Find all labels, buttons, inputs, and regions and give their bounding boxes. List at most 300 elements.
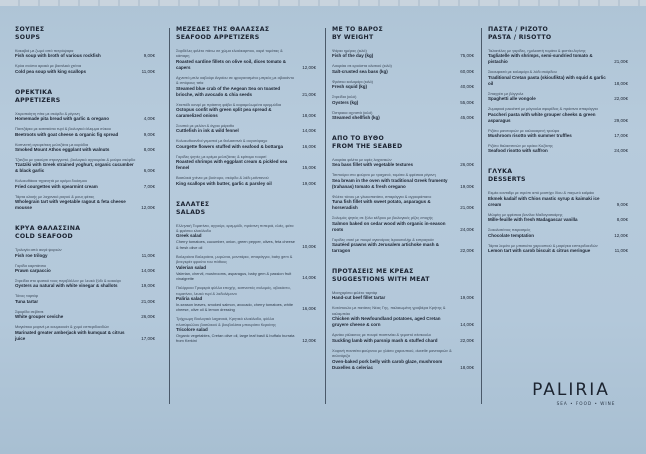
dish-name-english: Cold pea soup with king scallops xyxy=(15,68,87,74)
section-title xyxy=(332,26,474,42)
dish-name-greek: Μοσχαρίσιο φιλέτο ταρτάρ xyxy=(332,290,378,296)
menu-item-text xyxy=(176,138,302,149)
menu-column-1 xyxy=(15,26,155,356)
menu-item-text xyxy=(15,263,141,274)
menu-item xyxy=(488,227,628,238)
dish-name-english: Fish soup with broth of various rockfish xyxy=(15,53,101,59)
dish-name-greek: Τσιπούρα στο φούρνο με τραχανά, τομάτα & φρέσκια ρίγανη xyxy=(332,172,436,178)
dish-name-english: Octopus confit with green split pea spread & caramelized onions xyxy=(176,107,272,119)
menu-item-text xyxy=(488,143,614,154)
menu-item xyxy=(15,157,155,174)
dish-name-english: Cuttlefish in ink & wild fennel xyxy=(176,128,239,134)
section-title xyxy=(176,26,316,42)
dish-price: 14,00€ xyxy=(302,128,316,134)
menu-item xyxy=(15,247,155,258)
dish-description: Cherry tomatoes, cucumber, onion, green pepper, olives, feta cheese & fresh olive oil xyxy=(176,239,295,250)
dish-name-english: Chocolate temptation xyxy=(488,232,535,238)
menu-top-edge xyxy=(0,0,646,6)
dish-name-english: Suckling lamb with parsnip mash & stuffed chard xyxy=(332,337,438,343)
dish-name-greek: Τριλογία από αυγά ψαριών xyxy=(15,247,62,253)
section-title-greek: ΣΑΛΑΤΕΣ xyxy=(176,200,210,208)
dish-price: 12,00€ xyxy=(302,64,316,70)
menu-item-text xyxy=(176,123,302,134)
dish-name-greek: Τόνος ταρτάρ xyxy=(15,293,39,299)
menu-item-text xyxy=(176,154,302,171)
dish-name-english: King scallops with butter, garlic & parsley oil xyxy=(176,180,272,186)
dish-price: 55,00€ xyxy=(460,99,474,105)
menu-item-text xyxy=(332,79,460,90)
section-title-greek: ΓΛΥΚΑ xyxy=(488,168,513,176)
menu-item xyxy=(332,305,474,328)
section-title-english: BY WEIGHT xyxy=(332,34,374,41)
menu-item-text xyxy=(488,106,614,123)
dish-name-greek: Σολομός ψητός σε ξύλο κέδρου με βιολογικές ρίζες εποχής xyxy=(332,215,433,221)
dish-price: 11,00€ xyxy=(614,248,628,254)
section-title-english: SUGGESTIONS WITH MEAT xyxy=(332,276,430,284)
dish-name-english: Spaghetti alle vongole xyxy=(488,96,536,102)
dish-name-english: Paliria salad xyxy=(176,295,203,301)
menu-item-text xyxy=(488,190,617,207)
dish-name-greek: Μαγιάτικο μαρινέ με κουμκουάτ & χυμό εσπεριδοειδών xyxy=(15,324,110,330)
dish-name-greek: Αρνάκι γάλακτος με πουρέ παστινάκι & γεμιστό σέσκουλο xyxy=(332,332,431,338)
menu-item-text xyxy=(15,48,144,59)
menu-item-text xyxy=(332,237,460,254)
dish-price: 9,00€ xyxy=(143,53,155,59)
menu-item xyxy=(176,123,316,134)
dish-name-greek: Τάρτα ολικής με λαχανικό ραγού & μους φέτας xyxy=(15,193,95,199)
menu-item-text xyxy=(488,69,614,86)
dish-name-greek: Κακαβιά με ζωμό από πετρόψαρα xyxy=(15,48,74,53)
dish-price: 26,00€ xyxy=(460,162,474,168)
dish-price: 12,00€ xyxy=(614,232,628,238)
menu-item-text xyxy=(15,278,141,289)
brand-name: PALIRIA xyxy=(532,380,610,400)
dish-price: 4,00€ xyxy=(143,116,155,122)
menu-item xyxy=(15,324,155,341)
menu-item-text xyxy=(332,348,460,371)
menu-item xyxy=(15,126,155,137)
menu-item-text xyxy=(176,102,302,119)
menu-item-text xyxy=(332,48,460,59)
section-title xyxy=(488,26,628,42)
dish-name-english: Smoked Mount Athos eggplant with walnuts xyxy=(15,147,110,153)
dish-price: 19,00€ xyxy=(141,283,155,289)
menu-column-2 xyxy=(176,26,316,358)
menu-item xyxy=(332,94,474,105)
dish-price: 6,00€ xyxy=(143,168,155,174)
dish-price: 12,00€ xyxy=(302,337,316,343)
dish-price: 9,00€ xyxy=(616,201,628,207)
dish-name-english: White grouper ceviche xyxy=(15,314,64,320)
dish-price: 40,00€ xyxy=(460,84,474,90)
dish-price: 9,00€ xyxy=(143,131,155,137)
dish-name-english: Salt-crusted sea bass (kg) xyxy=(332,68,388,74)
menu-section xyxy=(15,225,155,341)
dish-name-english: Greek salad xyxy=(176,233,202,239)
dish-name-greek: Λαυράκι σε κρούστα αλατιού (κιλό) xyxy=(332,63,392,69)
menu-item xyxy=(488,190,628,207)
dish-name-greek: Μιλφέιγ με φρέσκια βανίλια Μαδαγασκάρης xyxy=(488,211,563,217)
menu-item-text xyxy=(15,126,144,137)
dish-price: 21,00€ xyxy=(614,59,628,65)
dish-name-english: Tuna tartar xyxy=(15,298,39,304)
dish-name-greek: Φιλέτο τόνου με γλυκοπατάτα, σπαράγγια & αγριοράπανο xyxy=(332,193,432,199)
dish-price: 17,00€ xyxy=(614,133,628,139)
menu-item-text xyxy=(176,75,302,98)
dish-price: 45,00€ xyxy=(460,115,474,121)
menu-item-text xyxy=(15,293,141,304)
menu-item xyxy=(15,263,155,274)
menu-item xyxy=(176,138,316,149)
section-title-greek: ΟΡΕΚΤΙΚΑ xyxy=(15,88,53,96)
menu-item-text xyxy=(176,223,302,250)
dish-price: 14,00€ xyxy=(141,268,155,274)
restaurant-logo xyxy=(512,380,630,406)
dish-description: In-season leaves, smoked salmon, avocado, cherry tomatoes, white cheese, olive oil & lemon dressing xyxy=(176,301,293,313)
dish-price: 29,00€ xyxy=(614,117,628,123)
dish-name-greek: Καπνιστή αγιορείτικη μελιτζάνα με καρύδια xyxy=(15,141,89,147)
dish-name-greek: Σοκολατένιος πειρασμός xyxy=(488,227,531,233)
section-title-english: SALADS xyxy=(176,208,206,216)
menu-item-text xyxy=(488,227,614,238)
menu-item xyxy=(332,348,474,371)
dish-price: 12,00€ xyxy=(141,205,155,211)
menu-section xyxy=(176,201,316,344)
dish-price: 16,00€ xyxy=(302,143,316,149)
menu-item xyxy=(15,178,155,189)
dish-name-english: Wholegrain tart with vegetable ragout & feta cheese mousse xyxy=(15,199,126,211)
menu-item xyxy=(488,143,628,154)
dish-name-english: Tricolore salad xyxy=(176,327,208,333)
dish-name-english: Roasted sardine fillets on olive soil, dices tomato & capers xyxy=(176,58,287,70)
menu-item-text xyxy=(488,212,617,223)
menu-item xyxy=(488,91,628,102)
menu-section xyxy=(332,135,474,254)
dish-name-english: Fresh squid (kg) xyxy=(332,84,368,90)
dish-name-english: Paccheri pasta with white grouper cheeks & green asparagus xyxy=(488,111,596,123)
menu-item-text xyxy=(176,175,302,186)
dish-name-english: Sautéed prawns with Jerusalem artichoke mash & tarragon xyxy=(332,242,440,254)
dish-name-greek: Φρέσκο καλαμάρι (κιλό) xyxy=(332,78,373,84)
section-title-english: COLD SEAFOOD xyxy=(15,233,73,241)
dish-name-greek: Ζυμαρικά paccheri με μάγουλα σφυρίδας & πράσινα σπαράγγια xyxy=(488,106,598,112)
menu-item xyxy=(176,154,316,171)
dish-name-greek: Χταπόδι κονφί με πράσινη φάβα & καραμελωμένα κρεμμύδια xyxy=(176,101,281,107)
dish-price: 19,00€ xyxy=(302,180,316,186)
dish-price: 22,00€ xyxy=(614,96,628,102)
menu-item-text xyxy=(488,243,615,254)
dish-name-english: Seafood risotto with saffron xyxy=(488,148,548,154)
menu-section xyxy=(488,168,628,254)
dish-name-greek: Κρύα σούπα αρακά με βασιλικά χτένια xyxy=(15,63,82,69)
menu-item xyxy=(176,316,316,343)
dish-name-greek: Γαρίδα καρπάτσιο xyxy=(15,262,47,268)
dish-name-english: Salmon baked on cedar wood with organic in-season roots xyxy=(332,220,446,232)
menu-item xyxy=(15,309,155,320)
dish-price: 19,00€ xyxy=(460,295,474,301)
menu-item xyxy=(176,102,316,119)
dish-name-greek: Ελληνική Τοματίνια, αγγούρι, κρεμμύδι, πράσινη πιπεριά, ελιές, φέτα & φρέσκο ελαιόλαδο xyxy=(176,222,294,234)
dish-price: 18,00€ xyxy=(614,80,628,86)
menu-item-text xyxy=(15,324,141,341)
section-title xyxy=(332,268,474,284)
dish-name-greek: Κολοκυθοανθοί γεμιστοί με θαλασσινά & αυγοτάραχο xyxy=(176,138,268,144)
dish-price: 22,00€ xyxy=(460,248,474,254)
menu-item xyxy=(332,48,474,59)
menu-column-4 xyxy=(488,26,628,268)
dish-name-english: Homemade pita bread with garlic & oregano xyxy=(15,116,110,122)
dish-name-greek: Στρείδια (κιλό) xyxy=(332,94,357,100)
dish-name-greek: Βαλεριάνα Βαλεριάνα, μυρώνια, μανιτάρια, σπαράγγια, baby gem & βινεγκρέτ φρούτο του πάθους xyxy=(176,253,293,265)
menu-item xyxy=(332,215,474,232)
dish-name-greek: Σφυρίδα σεβίτσε xyxy=(15,308,44,314)
menu-item xyxy=(176,223,316,250)
menu-item-text xyxy=(15,63,142,74)
dish-name-greek: Ριζότο μανιταριών με καλοκαιρινή τρούφα xyxy=(488,127,560,133)
section-title-english: SEAFOOD APPETIZERS xyxy=(176,34,260,41)
section-title-greek: ΠΑΣΤΑ / ΡΙΖΟΤΟ xyxy=(488,26,549,33)
menu-item-text xyxy=(332,94,460,105)
section-title-greek: ΜΕ ΤΟ ΒΑΡΟΣ xyxy=(332,26,383,33)
dish-name-greek: Βασιλικά χτένια με βούτυρο, σκόρδο & λάδι μαϊντανού xyxy=(176,175,269,181)
menu-item xyxy=(176,48,316,71)
brand-tagline: SEA • FOOD • WINE xyxy=(556,401,616,406)
menu-column-3 xyxy=(332,26,474,385)
menu-item xyxy=(332,194,474,211)
menu-item xyxy=(332,63,474,74)
menu-item xyxy=(332,157,474,168)
dish-name-english: Roasted shrimps with eggplant cream & pickled sea fennel xyxy=(176,159,288,171)
menu-item-text xyxy=(176,316,302,343)
dish-name-greek: Τάρτα λεμόνι με μπισκότο χαρουπιού & μαρέγκα εσπεριδοειδών xyxy=(488,242,598,248)
menu-item-text xyxy=(332,305,460,328)
menu-item xyxy=(176,285,316,312)
menu-item-text xyxy=(332,63,460,74)
dish-name-english: Chicken with Newfoundland potatoes, aged Cretan gruyere cheese & corn xyxy=(332,316,441,328)
menu-section xyxy=(332,268,474,370)
section-title-english: DESSERTS xyxy=(488,176,526,184)
section-title-greek: ΑΠΟ ΤΟ ΒΥΘΟ xyxy=(332,135,385,143)
dish-name-english: Fish roe trilogy xyxy=(15,252,48,258)
dish-name-greek: Γαρίδες ψητές με κρέμα μελιτζάνας & κρίταμο τουρσί xyxy=(176,153,267,159)
dish-name-greek: Παλίρροια Τρυφερά φύλλα εποχής, καπνιστός σολομός, αβοκάντο, τοματίνια, λευκό τυρί & λαδολέμονο xyxy=(176,285,291,296)
column-divider xyxy=(481,28,482,404)
dish-price: 21,00€ xyxy=(141,298,155,304)
dish-name-greek: Ψάρια ημέρας (κιλό) xyxy=(332,48,367,53)
dish-name-english: Fried courgettes with spearmint cream xyxy=(15,183,98,189)
dish-name-english: Steamed blue crab of the Aegean Sea on toasted brioche, with avocado & chia seeds xyxy=(176,85,281,97)
menu-item-text xyxy=(15,178,144,189)
menu-item-text xyxy=(332,110,460,121)
dish-price: 7,00€ xyxy=(143,183,155,189)
dish-price: 8,00€ xyxy=(616,217,628,223)
menu-section xyxy=(15,89,155,211)
dish-name-greek: Κολοκυθάκια τηγανητά με κρέμα δυόσμου xyxy=(15,178,88,184)
menu-item xyxy=(15,63,155,74)
column-divider xyxy=(169,28,170,404)
column-divider xyxy=(325,28,326,404)
dish-name-greek: Σαρδέλες φιλέτο πάνω σε χώμα ελαιόκαρπου, καρέ τομάτας & κάπαρη xyxy=(176,48,283,59)
menu-item-text xyxy=(488,91,614,102)
dish-name-greek: Χοιρινή πανσέτα φούρνου με γλάσο χαρουπιού, duxelle μανιταριών & σελινόριζα xyxy=(332,347,452,359)
dish-name-english: Oysters (kg) xyxy=(332,99,359,105)
dish-name-english: Ekmek kadaif with Chios mastic syrup & kaimaki ice cream xyxy=(488,195,600,207)
section-title xyxy=(332,135,474,151)
section-title xyxy=(15,89,155,105)
menu-item xyxy=(488,48,628,65)
section-title xyxy=(15,225,155,241)
section-title-greek: ΣΟΥΠΕΣ xyxy=(15,26,45,33)
dish-price: 14,00€ xyxy=(302,275,316,281)
menu-item-text xyxy=(15,111,144,122)
dish-price: 17,00€ xyxy=(141,335,155,341)
section-title-english: PASTA / RISOTTO xyxy=(488,34,552,41)
section-title xyxy=(176,201,316,217)
dish-price: 21,00€ xyxy=(302,91,316,97)
dish-name-greek: Τρίχρωμη Βιολογικά λαχανικά, Κρητικό ελαιόλαδο, φύλλα πλατύφυλλου βασιλικού & βουβαλίσια μπουράτα Κερκίνης xyxy=(176,316,277,327)
dish-name-greek: Χειροποίητη πίτα με σκόρδο & ρίγανη xyxy=(15,110,80,116)
menu-item-text xyxy=(332,290,460,301)
dish-name-english: Lemon tart with carob biscuit & citrus meringue xyxy=(488,248,591,254)
dish-name-english: Tagliatelle with shrimps, semi-sundried tomato & pistachio xyxy=(488,53,593,65)
menu-item xyxy=(15,278,155,289)
menu-item-text xyxy=(15,142,144,153)
menu-item xyxy=(332,110,474,121)
menu-item xyxy=(488,243,628,254)
dish-name-greek: Λαυράκι φιλέτο με υφές λαχανικών xyxy=(332,157,392,163)
menu-item xyxy=(15,142,155,153)
dish-price: 16,00€ xyxy=(302,306,316,312)
dish-name-english: Sea bream in the oven with traditional Greek frumenty (trahanas) tomato & fresh oregano xyxy=(332,177,448,189)
dish-price: 15,00€ xyxy=(302,165,316,171)
menu-item xyxy=(488,69,628,86)
menu-item xyxy=(176,254,316,281)
dish-name-greek: Σπαγγέτι με βόγγολε xyxy=(488,90,524,96)
dish-name-english: Sea bass fillet with vegetable textures xyxy=(332,162,414,168)
dish-name-greek: Σουπιά με μελάνι & άγριο μάραθο xyxy=(176,123,235,129)
dish-price: 60,00€ xyxy=(460,68,474,74)
menu-item-text xyxy=(15,157,144,174)
dish-price: 11,00€ xyxy=(141,252,155,258)
dish-description: Organic vegetables, Cretan olive oil, large leaf basil & buffalo burrata from Kerkini xyxy=(176,333,295,344)
menu-item xyxy=(15,293,155,304)
dish-name-greek: Στρείδια στο φυσικό τους περιβάλλον με λευκό ξύδι & κοκκάρι xyxy=(15,278,121,284)
menu-section xyxy=(15,26,155,75)
section-title-greek: ΠΡΟΤΑΣΕΙΣ ΜΕ ΚΡΕΑΣ xyxy=(332,268,414,276)
dish-name-greek: Σκιουφικτά με καλαμάρι & λάδι σκόρδου xyxy=(488,69,557,75)
dish-name-greek: Τζατζίκι με γιαούρτι στραγγιστό, βιολογικό αγγουράκι & μαύρο σκόρδο xyxy=(15,157,136,163)
dish-name-english: Courgette flowers stuffed with seafood & bottarga xyxy=(176,143,284,149)
dish-price: 14,00€ xyxy=(460,322,474,328)
dish-name-english: Prawn carpaccio xyxy=(15,268,51,274)
section-title-greek: ΚΡΥΑ ΘΑΛΑΣΣΙΝΑ xyxy=(15,225,81,233)
menu-item xyxy=(15,194,155,211)
dish-name-english: Tuna fish fillet with sweet potato, asparagus & horseradish xyxy=(332,199,431,211)
dish-name-greek: Όστρακα αχνιστά (κιλό) xyxy=(332,109,373,115)
menu-item xyxy=(332,237,474,254)
menu-item-text xyxy=(332,215,460,232)
menu-item xyxy=(332,172,474,189)
dish-name-english: Hand-cut beef fillet tartar xyxy=(332,295,386,301)
menu-item xyxy=(488,212,628,223)
dish-price: 8,00€ xyxy=(143,147,155,153)
dish-name-english: Valerian salad xyxy=(176,264,207,270)
menu-item xyxy=(332,290,474,301)
menu-item-text xyxy=(15,309,141,320)
dish-description: Valerian, chervil, mushrooms, asparagus, baby gem & passion fruit vinaigrette xyxy=(176,270,292,281)
dish-price: 21,00€ xyxy=(460,205,474,211)
dish-name-english: Tzatziki with Greek strained yoghurt, organic cucumber & black garlic xyxy=(15,162,134,174)
dish-price: 18,00€ xyxy=(302,113,316,119)
section-title-english: APPETIZERS xyxy=(15,96,61,104)
menu-section xyxy=(488,26,628,154)
dish-price: 18,00€ xyxy=(460,364,474,370)
dish-name-english: Mushroom risotto with summer truffles xyxy=(488,133,572,139)
dish-name-english: Traditional Cretan pasta (skioufikta) with squid & garlic oil xyxy=(488,74,606,86)
menu-item-text xyxy=(176,285,302,312)
dish-name-greek: Αχνιστό μπλε καβούρι Αιγαίου σε φρυγανισμένο μπριός με αβοκάντο & σπόρους τσία xyxy=(176,74,294,86)
menu-item-text xyxy=(488,128,614,139)
dish-price: 26,00€ xyxy=(141,314,155,320)
menu-item xyxy=(332,332,474,343)
menu-item-text xyxy=(15,194,141,211)
dish-name-greek: Κοτόπουλο με πατάτες Νέας Γης, παλαιωμένη γραβιέρα Κρήτης & καλαμπόκι xyxy=(332,305,446,316)
dish-name-greek: Εκμέκ κανταΐφι με σιρόπι από μαστίχα Χίου & παγωτό καϊμάκι xyxy=(488,190,595,196)
dish-name-greek: Παντζάρια με κατσικίσιο τυρί & βιολογικό άλειμμα σύκου xyxy=(15,126,111,132)
menu-section xyxy=(332,26,474,121)
dish-name-greek: Ριζότο θαλασσινών με κρόκο Κοζάνης xyxy=(488,143,553,149)
menu-item xyxy=(488,106,628,123)
section-title-greek: ΜΕΖΕΔΕΣ ΤΗΣ ΘΑΛΑΣΣΑΣ xyxy=(176,26,270,33)
section-title xyxy=(488,168,628,184)
dish-name-greek: Γαρίδες σοτέ με πουρέ αγκινάρας Ιερουσαλήμ & εστραγκόν xyxy=(332,236,434,242)
dish-price: 24,00€ xyxy=(460,226,474,232)
dish-price: 75,00€ xyxy=(460,53,474,59)
section-title-english: FROM THE SEABED xyxy=(332,143,403,151)
dish-name-english: Beetroots with goat cheese & organic fig spread xyxy=(15,131,119,137)
dish-name-greek: Ταλιατέλες με γαρίδες, ημιλιαστή τομάτα & φιστίκι Αιγίνης xyxy=(488,48,586,53)
dish-price: 22,00€ xyxy=(460,337,474,343)
menu-item-text xyxy=(332,332,460,343)
dish-name-english: Oven-baked pork belly with carob glaze, mushroom Duxelles & celeriac xyxy=(332,358,443,370)
menu-section xyxy=(176,26,316,187)
menu-item-text xyxy=(332,194,460,211)
menu-item-text xyxy=(176,48,302,71)
dish-name-english: Steamed shellfish (kg) xyxy=(332,115,380,121)
dish-name-english: Marinated greater amberjack with kumquat & citrus juice xyxy=(15,329,125,341)
section-title-english: SOUPS xyxy=(15,34,41,41)
dish-price: 11,00€ xyxy=(141,68,155,74)
menu-item xyxy=(176,175,316,186)
dish-name-english: Mille-feuille with fresh Madagascar vanilla xyxy=(488,217,578,223)
menu-item-text xyxy=(332,157,460,168)
menu-item xyxy=(15,111,155,122)
dish-price: 10,00€ xyxy=(302,243,316,249)
menu-item xyxy=(176,75,316,98)
menu-item-text xyxy=(488,48,614,65)
menu-item xyxy=(15,48,155,59)
dish-name-english: Oysters au natural with white vinegar & shallots xyxy=(15,283,118,289)
dish-price: 19,00€ xyxy=(460,183,474,189)
menu-item-text xyxy=(176,254,302,281)
menu-item-text xyxy=(15,247,142,258)
menu-item xyxy=(488,128,628,139)
section-title xyxy=(15,26,155,42)
dish-price: 24,00€ xyxy=(614,148,628,154)
menu-item-text xyxy=(332,172,460,189)
menu-item xyxy=(332,79,474,90)
dish-name-english: Fish of the day (kg) xyxy=(332,53,374,59)
